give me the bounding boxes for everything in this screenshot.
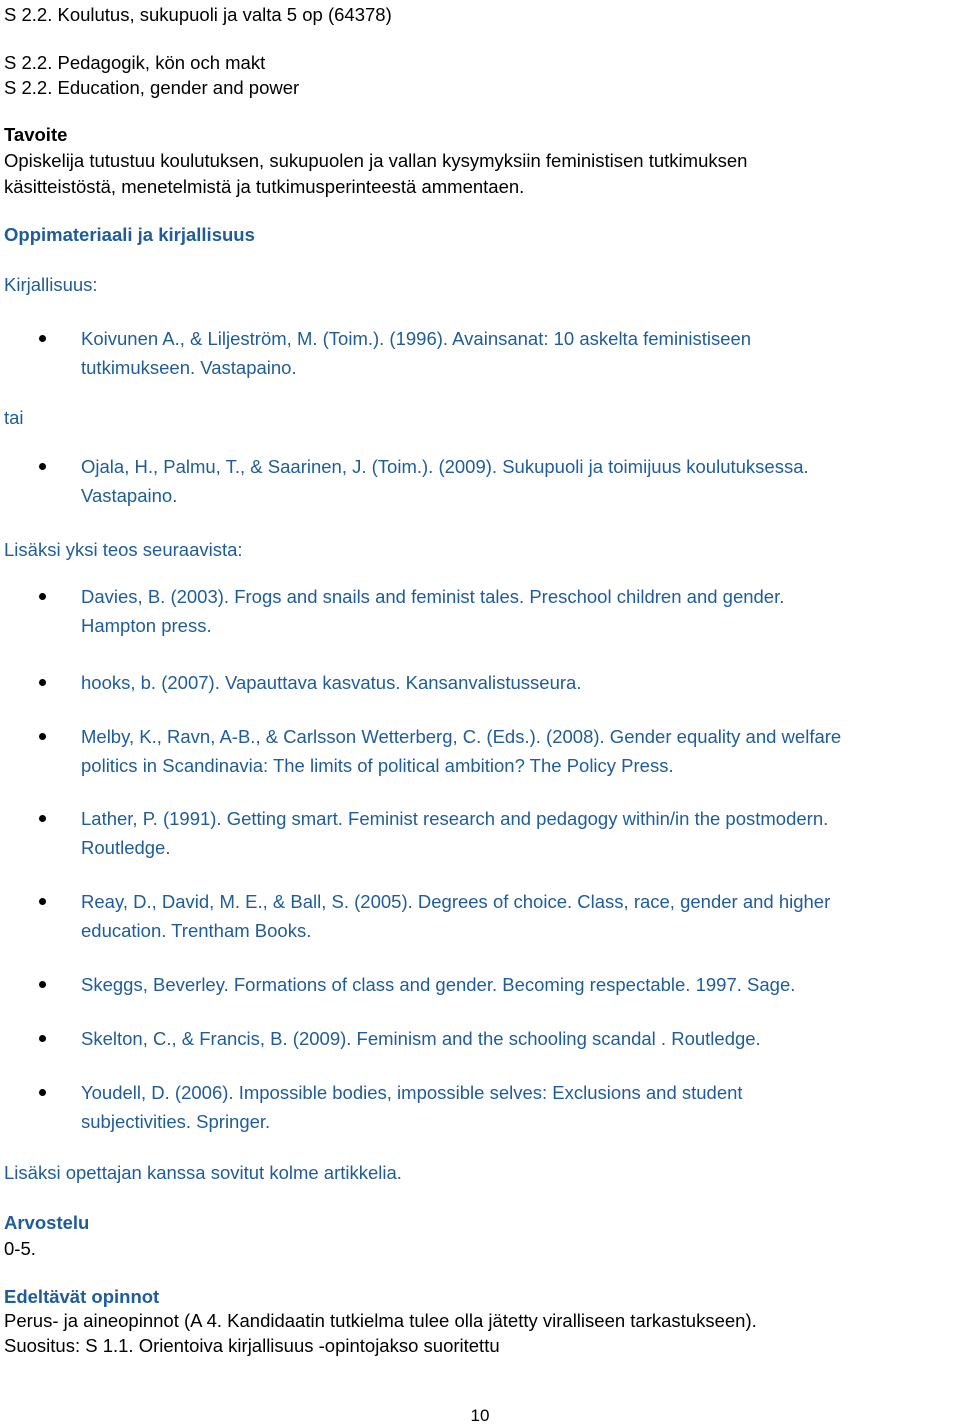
prerequisites-heading: Edeltävät opinnot [4, 1286, 160, 1307]
list-item-line: Youdell, D. (2006). Impossible bodies, impossible selves: Exclusions and student [81, 1082, 743, 1103]
assessment-heading: Arvostelu [4, 1212, 90, 1233]
list-item-line: Reay, D., David, M. E., & Ball, S. (2005). Degrees of choice. Class, race, gender and higher [81, 891, 831, 912]
list-item-line: Lather, P. (1991). Getting smart. Feminist research and pedagogy within/in the postmodern. [81, 808, 829, 829]
teacher-note: Lisäksi opettajan kanssa sovitut kolme artikkelia. [4, 1162, 402, 1183]
list-item-line: Skeggs, Beverley. Formations of class and gender. Becoming respectable. 1997. Sage. [81, 974, 796, 995]
bullet-icon [39, 722, 47, 751]
or-label: tai [4, 407, 24, 428]
bullet-icon [39, 582, 47, 611]
goal-text-line-1: Opiskelija tutustuu koulutuksen, sukupuolen ja vallan kysymyksiin feministisen tutkimuksen [4, 150, 748, 171]
list-item-line: Vastapaino. [81, 485, 178, 506]
list-item-line: Melby, K., Ravn, A-B., & Carlsson Wetterberg, C. (Eds.). (2008). Gender equality and welfare [81, 726, 842, 747]
literature-label: Kirjallisuus: [4, 274, 98, 295]
bullet-icon [39, 452, 47, 481]
page-number: 10 [470, 1406, 490, 1425]
bullet-icon [39, 887, 47, 916]
goal-heading: Tavoite [4, 124, 68, 145]
bullet-icon [39, 1078, 47, 1107]
prerequisites-line-1: Perus- ja aineopinnot (A 4. Kandidaatin tutkielma tulee olla jätetty viralliseen tarkastukseen). [4, 1310, 757, 1331]
list-item-line: Ojala, H., Palmu, T., & Saarinen, J. (Toim.). (2009). Sukupuoli ja toimijuus koulutuksessa. [81, 456, 809, 477]
bullet-icon [39, 1024, 47, 1053]
bullet-icon [39, 668, 47, 697]
bullet-icon [39, 804, 47, 833]
list-item-line: tutkimukseen. Vastapaino. [81, 357, 297, 378]
goal-text-line-2: käsitteistöstä, menetelmistä ja tutkimusperinteestä ammentaen. [4, 176, 525, 197]
list-item-line: Koivunen A., & Liljeström, M. (Toim.). (1996). Avainsanat: 10 askelta feministiseen [81, 328, 752, 349]
prerequisites-line-2: Suositus: S 1.1. Orientoiva kirjallisuus -opintojakso suoritettu [4, 1335, 500, 1356]
list-item-line: Routledge. [81, 837, 171, 858]
list-item-line: subjectivities. Springer. [81, 1111, 271, 1132]
list-item-line: hooks, b. (2007). Vapauttava kasvatus. Kansanvalistusseura. [81, 672, 582, 693]
course-title-fi: S 2.2. Koulutus, sukupuoli ja valta 5 op (64378) [4, 4, 392, 25]
list-item-line: politics in Scandinavia: The limits of political ambition? The Policy Press. [81, 755, 674, 776]
course-title-en: S 2.2. Education, gender and power [4, 77, 300, 98]
list-item-line: Hampton press. [81, 615, 212, 636]
additional-label: Lisäksi yksi teos seuraavista: [4, 539, 243, 560]
list-item-line: Skelton, C., & Francis, B. (2009). Feminism and the schooling scandal . Routledge. [81, 1028, 761, 1049]
materials-heading: Oppimateriaali ja kirjallisuus [4, 224, 255, 245]
course-title-sv: S 2.2. Pedagogik, kön och makt [4, 52, 266, 73]
assessment-value: 0-5. [4, 1238, 36, 1259]
bullet-icon [39, 324, 47, 353]
bullet-icon [39, 970, 47, 999]
list-item-line: education. Trentham Books. [81, 920, 312, 941]
list-item-line: Davies, B. (2003). Frogs and snails and feminist tales. Preschool children and gender. [81, 586, 785, 607]
